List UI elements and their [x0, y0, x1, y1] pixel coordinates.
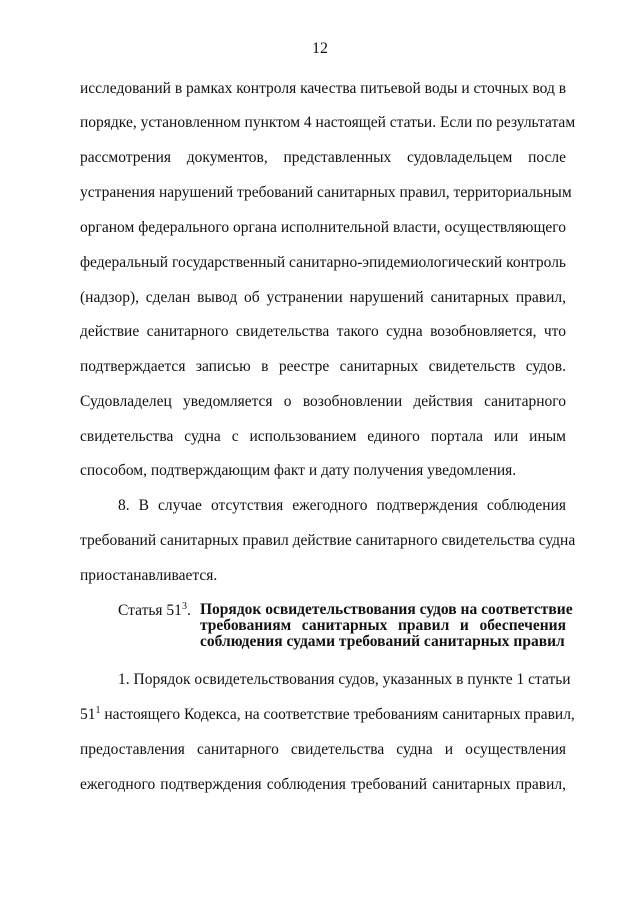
page-number: 12	[312, 40, 328, 57]
article-title-line: Порядок освидетельствования судов на соответствие	[200, 601, 573, 618]
paragraph-3-line: ежегодного подтверждения соблюдения требований санитарных правил,	[80, 776, 566, 793]
paragraph-1-line: Судовладелец уведомляется о возобновлении действия санитарного	[80, 393, 566, 410]
article-title-line: соблюдения судами требований санитарных правил	[200, 633, 565, 650]
paragraph-1-line: способом, подтверждающим факт и дату получения уведомления.	[80, 462, 517, 479]
paragraph-3-line: 1. Порядок освидетельствования судов, указанных в пункте 1 статьи	[118, 671, 571, 688]
paragraph-3-line: предоставления санитарного свидетельства судна и осуществления	[80, 741, 566, 758]
paragraph-1-line: устранения нарушений требований санитарных правил, территориальным	[80, 184, 572, 201]
paragraph-2-line: 8. В случае отсутствия ежегодного подтверждения соблюдения	[118, 497, 566, 514]
paragraph-1-line: федеральный государственный санитарно-эпидемиологический контроль	[80, 254, 566, 271]
paragraph-1-line: исследований в рамках контроля качества питьевой воды и сточных вод в	[80, 80, 567, 97]
paragraph-2-line: требований санитарных правил действие санитарного свидетельства судна	[80, 532, 576, 549]
paragraph-1-line: органом федерального органа исполнительной власти, осуществляющего	[80, 219, 566, 236]
paragraph-2-line: приостанавливается.	[80, 567, 218, 584]
paragraph-1-line: действие санитарного свидетельства такого судна возобновляется, что	[80, 323, 566, 340]
article-label: Статья $51^3$.	[118, 601, 191, 619]
paragraph-1-line: подтверждается записью в реестре санитарных свидетельств судов.	[80, 358, 566, 375]
article-title-line: требованиям санитарных правил и обеспечения	[200, 617, 566, 634]
paragraph-1-line: свидетельства судна с использованием единого портала или иным	[80, 428, 566, 445]
paragraph-1-line: порядке, установленном пунктом 4 настоящей статьи. Если по результатам	[80, 114, 576, 131]
paragraph-1-line: (надзор), сделан вывод об устранении нарушений санитарных правил,	[80, 289, 566, 306]
paragraph-1-line: рассмотрения документов, представленных судовладельцем после	[80, 149, 566, 166]
paragraph-3-line: $51^1$ настоящего Кодекса, на соответствие требованиям санитарных правил,	[80, 705, 575, 723]
